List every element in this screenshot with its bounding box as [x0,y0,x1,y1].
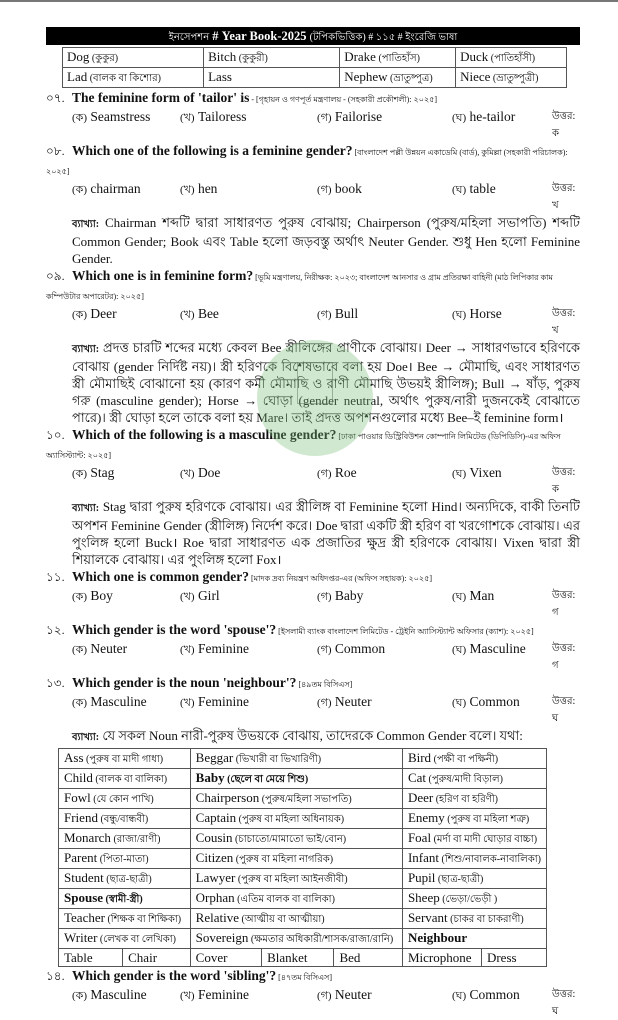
options [46,108,580,142]
table-cell: Relative (আত্মীয় বা আত্মীয়া) [190,909,402,929]
table-row [59,769,547,789]
option-kha: (খ) Feminine [180,694,249,709]
table-cell: Dress [481,949,546,967]
table-row [59,809,547,829]
table-cell: Drake (পাতিহাঁস) [340,48,456,68]
table-cell: Parent (পিতা-মাতা) [59,849,191,869]
option-gha: (ঘ) Common [452,694,520,709]
option-ka: (ক) Seamstress [72,109,151,124]
answer: উত্তর: ঘ [552,989,576,1017]
table-cell: Bird (পক্ষী বা পক্ষিনী) [402,749,546,769]
question-11: ১১. Which one is common gender? [মাদক দ্রব্য নিয়ন্ত্রণ অধিদপ্তর-এর (অফিস সহায়ক): ২০২৫] (ক) Boy (খ) Girl (গ) Baby (ঘ) Man উত্তর: গ [46,568,580,621]
table-row [59,909,547,929]
answer: উত্তর: ঘ [552,696,576,724]
option-gha: (ঘ) Man [452,588,495,603]
options [46,640,580,674]
question-09: ০৯. Which one is in feminine form? [ভূমি মন্ত্রণালয়, নিরীক্ষক: ২০২৩; বাংলাদেশ আনসার ও গ্রাম প্রতিরক্ষা বাহিনী (মাঠ লিপিকার কাম কম্পিউটার অপারেটর): ২০২৫] (ক) Deer (খ) Bee (গ) Bull (ঘ) Horse উত্তর: খ ব্যাখ্যা: প্রদত্ত চারটি শব্দের মধ্যে কেবল Bee স্ত্রীলিঙ্গের প্রাণীকে বোঝায়। Deer → সাধারণভাবে হরিণকে বোঝায় (gender নির্দিষ্ট নয়)। স্ত্রী হরিণকে বিশেষভাবে বলা হয় Doe। Bee → মৌমাছি, এবং সাধারণত স্ত্রী মৌমাছিই বোঝানো হয় (কারণ কর্মী মৌমাছি ও রাণী মৌমাছি উভয়ই স্ত্রীলিঙ্গ); Bull → ষাঁড়, পুরুষ গরু (masculine gender); Horse → ঘোড়া (gender neutral, অর্থাৎ পুরুষ/নারী দুজনকেই বোঝাতে পারে)। স্ত্রী ঘোড়া হলে তাকে বলা হয় Mare। তাই প্রদত্ত অপশনগুলোর মধ্যে Bee–ই feminine form। [46,267,580,426]
question-12: ১২. Which gender is the word 'spouse'? [ইসলামী ব্যাংক বাংলাদেশ লিমিটেড - ট্রেইনি অ্যাসিস্ট্যান্ট অফিসার (ক্যাশ): ২০২৫] (ক) Neuter (খ) Feminine (গ) Common (ঘ) Masculine উত্তর: গ [46,621,580,674]
option-ka: (ক) Deer [72,306,117,321]
option-ga: (গ) Baby [317,588,364,603]
table-cell: Pupil (ছাত্র-ছাত্রী) [402,869,546,889]
options [46,693,580,727]
option-kha: (খ) Bee [180,306,219,321]
table-cell: Writer (লেখক বা লেখিকা) [59,929,191,949]
question-source: [ইসলামী ব্যাংক বাংলাদেশ লিমিটেড - ট্রেইনি অ্যাসিস্ট্যান্ট অফিসার (ক্যাশ): ২০২৫] [276,627,534,636]
table-row [59,889,547,909]
question-text: The feminine form of 'tailor' is [72,90,250,105]
table-cell: Captain (পুরুষ বা মহিলা অধিনায়ক) [190,809,402,829]
table-cell: Sovereign (ক্ষমতার অধিকারী/শাসক/রাজা/রানি) [190,929,402,949]
question-source: [মাদক দ্রব্য নিয়ন্ত্রণ অধিদপ্তর-এর (অফিস সহায়ক): ২০২৫] [249,574,432,583]
table-cell: Duck (পাতিহাঁসী) [456,48,567,68]
explanation: ব্যাখ্যা: Chairman শব্দটি দ্বারা সাধারণত পুরুষ বোঝায়; Chairperson (পুরুষ/মহিলা সভাপতি) শব্দটি Common Gender; Book এবং Table হলো জড়বস্তু অর্থাৎ Neuter Gender. শুধু Hen হলো Feminine Gender. [72,215,580,266]
option-gha: (ঘ) he-tailor [452,109,516,124]
question-08: ০৮. Which one of the following is a feminine gender? [বাংলাদেশ পল্লী উন্নয়ন একাডেমি (বার্ড), কুমিল্লা (সহকারী পরিচালক): ২০২৫] (ক) chairman (খ) hen (গ) book (ঘ) table উত্তর: খ ব্যাখ্যা: Chairman শব্দটি দ্বারা সাধারণত পুরুষ বোঝায়; Chairperson (পুরুষ/মহিলা সভাপতি) শব্দটি Common Gender; Book এবং Table হলো জড়বস্তু অর্থাৎ Neuter Gender. শুধু Hen হলো Feminine Gender. [46,142,580,267]
table-cell: Ass (পুরুষ বা মাদী গাধা) [59,749,191,769]
table-cell: Student (ছাত্র-ছাত্রী) [59,869,191,889]
header-prefix: ইনসেপশন [168,32,210,43]
question-10: ১০. Which of the following is a masculine gender? [ঢাকা পাওয়ার ডিস্ট্রিবিউশন কোম্পানি লিমিটেড (ডিপিডিসি)-এর অফিস অ্যাসিস্ট্যান্ট: ২০২৫] (ক) Stag (খ) Doe (গ) Roe (ঘ) Vixen উত্তর: ক ব্যাখ্যা: Stag দ্বারা পুরুষ হরিণকে বোঝায়। এর স্ত্রীলিঙ্গ বা Feminine হলো Hind। অন্যদিকে, বাকী তিনটি অপশন Feminine Gender (স্ত্রীলিঙ্গ) নির্দেশ করে। Doe দ্বারা একটি স্ত্রী হরিণ বা খরগোশকে বোঝায়। এর পুংলিঙ্গ হলো Buck। Roe দ্বারা সাধারণত এক প্রজাতির ক্ষুদ্র স্ত্রী হরিণকে বোঝায়। Vixen দ্বারা স্ত্রী শিয়ালকে বোঝায়। এর পুংলিঙ্গ হলো Fox। [46,426,580,568]
table-cell: Chairperson (পুরুষ/মহিলা সভাপতি) [190,789,402,809]
table-row [59,949,547,967]
question-source: [৪৭তম বিসিএস] [276,973,333,982]
option-kha: (খ) Feminine [180,987,249,1002]
table-row [63,48,567,68]
common-gender-table [58,748,547,967]
options [46,464,580,498]
question-source: [ভূমি মন্ত্রণালয়, নিরীক্ষক: ২০২৩; বাংলাদেশ আনসার ও গ্রাম প্রতিরক্ষা বাহিনী (মাঠ লিপিকার কাম কম্পিউটার অপারেটর): ২০২৫] [46,273,553,301]
question-07: ০৭. The feminine form of 'tailor' is - [গৃহায়ন ও গণপূর্ত মন্ত্রণালয় - (সহকারী প্রকৌশলী): ২০২৫] (ক) Seamstress (খ) Tailoress (গ) Failorise (ঘ) he-tailor উত্তর: ক [46,89,580,142]
options [46,305,580,339]
option-kha: (খ) Tailoress [180,109,247,124]
option-ka: (ক) Masculine [72,987,147,1002]
table-cell: Citizen (পুরুষ বা মহিলা নাগরিক) [190,849,402,869]
table-cell: Cover [190,949,261,967]
table-row [59,929,547,949]
explanation: ব্যাখ্যা: যে সকল Noun নারী-পুরুষ উভয়কে বোঝায়, তাদেরকে Common Gender বলে। যথা: [72,728,523,743]
table-row [59,829,547,849]
answer: উত্তর: গ [552,590,576,618]
option-gha: (ঘ) table [452,181,496,196]
answer: উত্তর: খ [552,183,576,211]
header-subject: ইংরেজি ভাষা [405,32,458,43]
top-border [0,0,618,2]
options [46,986,580,1020]
options [46,180,580,214]
question-source: [বাংলাদেশ পল্লী উন্নয়ন একাডেমি (বার্ড), কুমিল্লা (সহকারী পরিচালক): ২০২৫] [46,148,568,176]
option-ga: (গ) Failorise [317,109,383,124]
table-cell: Teacher (শিক্ষক বা শিক্ষিকা) [59,909,191,929]
header-page: # ১১৫ # [365,32,406,43]
option-gha: (ঘ) Vixen [452,465,502,480]
table-cell: Blanket [262,949,334,967]
table-cell: Deer (হরিণ বা হরিণী) [402,789,546,809]
table-cell: Nephew (ভ্রাতুষ্পুত্র) [340,68,456,88]
table-cell: Lawyer (পুরুষ বা মহিলা আইনজীবী) [190,869,402,889]
table-cell: Bed [334,949,402,967]
table-cell: Spouse (স্বামী-স্ত্রী) [59,889,191,909]
table-cell: Baby (ছেলে বা মেয়ে শিশু) [190,769,402,789]
option-ga: (গ) Common [317,641,386,656]
table-cell: Lad (বালক বা কিশোর) [63,68,204,88]
option-kha: (খ) Doe [180,465,221,480]
document-page [46,27,580,1020]
header-title: # Year Book-2025 [209,29,310,43]
option-gha: (ঘ) Masculine [452,641,526,656]
option-kha: (খ) Girl [180,588,220,603]
option-ga: (গ) book [317,181,362,196]
option-gha: (ঘ) Common [452,987,520,1002]
explanation: ব্যাখ্যা: Stag দ্বারা পুরুষ হরিণকে বোঝায়। এর স্ত্রীলিঙ্গ বা Feminine হলো Hind। অন্যদিকে, বাকী তিনটি অপশন Feminine Gender (স্ত্রীলিঙ্গ) নির্দেশ করে। Doe দ্বারা একটি স্ত্রী হরিণ বা খরগোশকে বোঝায়। এর পুংলিঙ্গ হলো Buck। Roe দ্বারা সাধারণত এক প্রজাতির ক্ষুদ্র স্ত্রী হরিণকে বোঝায়। Vixen দ্বারা স্ত্রী শিয়ালকে বোঝায়। এর পুংলিঙ্গ হলো Fox। [72,499,580,567]
question-text: Which gender is the noun 'neighbour'? [72,675,297,690]
table-row [63,68,567,88]
answer: উত্তর: খ [552,308,576,336]
table-cell: Orphan (এতিম বালক বা বালিকা) [190,889,402,909]
option-ka: (ক) Neuter [72,641,128,656]
option-kha: (খ) Feminine [180,641,249,656]
page-header [46,27,580,45]
options [46,587,580,621]
question-13: ১৩. Which gender is the noun 'neighbour'? [৪৯তম বিসিএস] (ক) Masculine (খ) Feminine (গ) Neuter (ঘ) Common উত্তর: ঘ ব্যাখ্যা: যে সকল Noun নারী-পুরুষ উভয়কে বোঝায়, তাদেরকে Common Gender বলে। যথা: [46,674,580,746]
question-text: Which one is common gender? [72,569,249,584]
table-cell: Servant (চাকর বা চাকরাণী) [402,909,546,929]
option-kha: (খ) hen [180,181,218,196]
question-text: Which one of the following is a feminine gender? [72,143,353,158]
table-cell: Cat (পুরুষ/মাদী বিড়াল) [402,769,546,789]
table-cell: Microphone [402,949,481,967]
answer: উত্তর: ক [552,111,576,139]
option-ka: (ক) chairman [72,181,141,196]
table-cell: Friend (বন্ধু/বান্ধবী) [59,809,191,829]
table-cell: Table [59,949,123,967]
table-row [59,749,547,769]
table-cell: Cousin (চাচাতো/মামাতো ভাই/বোন) [190,829,402,849]
option-ka: (ক) Stag [72,465,115,480]
option-gha: (ঘ) Horse [452,306,502,321]
question-source: [ঢাকা পাওয়ার ডিস্ট্রিবিউশন কোম্পানি লিমিটেড (ডিপিডিসি)-এর অফিস অ্যাসিস্ট্যান্ট: ২০২৫] [46,432,561,460]
table-cell: Monarch (রাজা/রাণী) [59,829,191,849]
question-text: Which gender is the word 'sibling'? [72,968,277,983]
table-cell: Chair [123,949,191,967]
question-source: [৪৯তম বিসিএস] [296,680,353,689]
table-cell: Enemy (পুরুষ বা মহিলা শত্রু) [402,809,546,829]
option-ka: (ক) Masculine [72,694,147,709]
table-cell: Dog (কুকুর) [63,48,204,68]
explanation: ব্যাখ্যা: প্রদত্ত চারটি শব্দের মধ্যে কেবল Bee স্ত্রীলিঙ্গের প্রাণীকে বোঝায়। Deer → সাধারণভাবে হরিণকে বোঝায় (gender নির্দিষ্ট নয়)। স্ত্রী হরিণকে বিশেষভাবে বলা হয় Doe। Bee → মৌমাছি, এবং সাধারণত স্ত্রী মৌমাছিই বোঝানো হয় (কারণ কর্মী মৌমাছি ও রাণী মৌমাছি উভয়ই স্ত্রীলিঙ্গ); Bull → ষাঁড়, পুরুষ গরু (masculine gender); Horse → ঘোড়া (gender neutral, অর্থাৎ পুরুষ/নারী দুজনকেই বোঝাতে পারে)। স্ত্রী ঘোড়া হলে তাকে বলা হয় Mare। তাই প্রদত্ত অপশনগুলোর মধ্যে Bee–ই feminine form। [72,340,580,425]
question-text: Which of the following is a masculine gender? [72,427,337,442]
question-text: Which one is in feminine form? [72,268,254,283]
table-cell: Fowl (যে কোন পাখি) [59,789,191,809]
table-cell: Beggar (ভিখারী বা ভিখারিণী) [190,749,402,769]
question-14: ১৪. Which gender is the word 'sibling'? [৪৭তম বিসিএস] (ক) Masculine (খ) Feminine (গ) Neuter (ঘ) Common উত্তর: ঘ [46,967,580,1020]
table-cell: Foal (মর্দা বা মাদী ঘোড়ার বাচ্চা) [402,829,546,849]
answer: উত্তর: ক [552,467,576,495]
table-cell: Lass [204,68,340,88]
answer: উত্তর: গ [552,643,576,671]
header-topic: (টপিকভিত্তিক) [309,32,366,43]
table-row [59,849,547,869]
table-cell: Sheep (ভেড়া/ভেড়ী ) [402,889,546,909]
option-ga: (গ) Neuter [317,694,372,709]
gender-pairs-table [62,47,567,88]
table-cell: Niece (ভ্রাতুষ্পুত্রী) [456,68,567,88]
table-cell: Infant (শিশু/নাবালক-নাবালিকা) [402,849,546,869]
option-ga: (গ) Neuter [317,987,372,1002]
question-text: Which gender is the word 'spouse'? [72,622,277,637]
option-ka: (ক) Boy [72,588,113,603]
question-source: - [গৃহায়ন ও গণপূর্ত মন্ত্রণালয় - (সহকারী প্রকৌশলী): ২০২৫] [249,95,437,104]
table-row [59,789,547,809]
table-cell: Neighbour [402,929,546,949]
table-row [59,869,547,889]
table-cell: Child (বালক বা বালিকা) [59,769,191,789]
table-cell: Bitch (কুকুরী) [204,48,340,68]
option-ga: (গ) Bull [317,306,359,321]
option-ga: (গ) Roe [317,465,357,480]
